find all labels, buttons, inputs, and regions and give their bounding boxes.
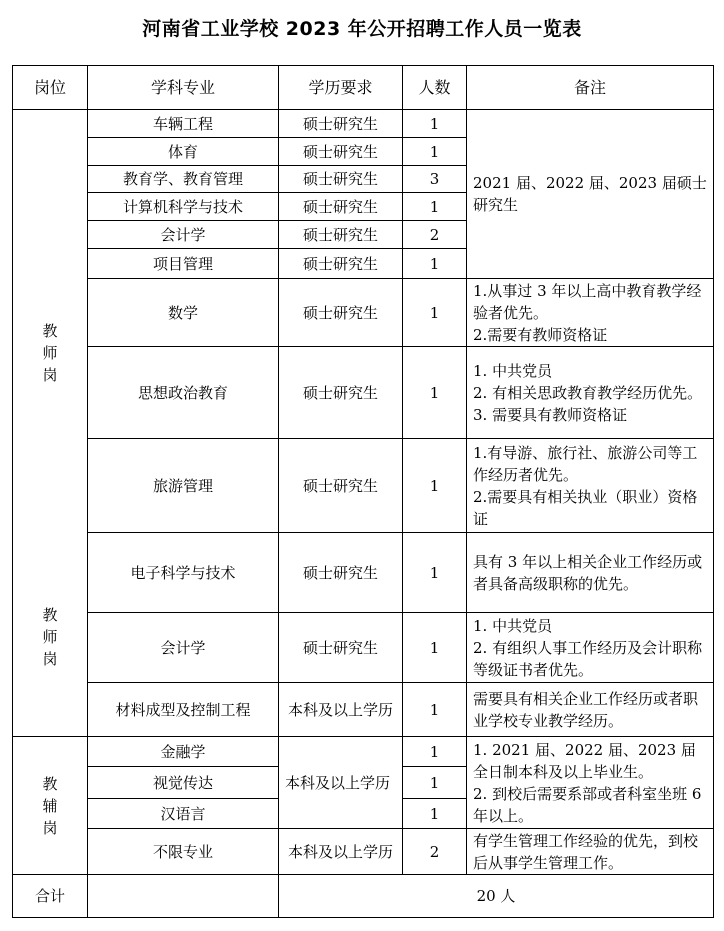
major-cell: 计算机科学与技术 [88,193,279,221]
major-cell: 电子科学与技术 [88,533,279,613]
major-cell: 体育 [88,138,279,166]
major-cell: 汉语言 [88,799,279,829]
note-line: 1.有导游、旅行社、旅游公司等工作经历者优先。 [473,443,698,484]
note-line: 1. 2021 届、2022 届、2023 届全日制本科及以上毕业生。 [473,740,696,781]
note-cell: 有学生管理工作经验的优先，到校后从事学生管理工作。 [467,829,714,875]
count-cell: 1 [403,613,467,683]
note-cell: 2021 届、2022 届、2023 届硕士研究生 [467,110,714,279]
major-cell: 会计学 [88,613,279,683]
education-cell: 本科及以上学历 [279,829,403,875]
education-cell: 硕士研究生 [279,166,403,193]
education-cell: 硕士研究生 [279,439,403,533]
count-cell: 2 [403,221,467,249]
note-cell [467,613,714,683]
count-cell: 1 [403,767,467,799]
header-count: 人数 [403,66,467,110]
header-post: 岗位 [13,66,88,110]
major-cell: 数学 [88,279,279,347]
total-row [13,875,714,918]
header-education: 学历要求 [279,66,403,110]
note-line: 2. 有相关思政教育教学经历优先。 [473,383,703,402]
major-cell: 不限专业 [88,829,279,875]
education-cell: 硕士研究生 [279,193,403,221]
education-cell: 本科及以上学历 [279,737,403,829]
group-teacher-label-repeat: 教 师 岗 [42,606,58,668]
education-cell: 硕士研究生 [279,110,403,138]
major-cell: 旅游管理 [88,439,279,533]
note-cell: 具有 3 年以上相关企业工作经历或者具备高级职称的优先。 [467,533,714,613]
note-line: 2.需要有教师资格证 [473,325,608,344]
header-major: 学科专业 [88,66,279,110]
total-label: 合计 [13,875,88,918]
table-row [13,613,714,683]
count-cell: 1 [403,439,467,533]
major-cell: 视觉传达 [88,767,279,799]
group-teacher-label: 教 师 岗 [42,322,58,384]
note-line: 3. 需要具有教师资格证 [473,405,628,424]
table-header-row [13,66,714,110]
note-cell [467,347,714,439]
count-cell: 1 [403,737,467,767]
note-line: 2.需要具有相关执业（职业）资格证 [473,487,698,528]
note-cell: 需要具有相关企业工作经历或者职业学校专业教学经历。 [467,683,714,737]
total-value: 20 人 [279,875,714,918]
major-cell: 项目管理 [88,249,279,279]
education-cell: 硕士研究生 [279,221,403,249]
major-cell: 材料成型及控制工程 [88,683,279,737]
count-cell: 3 [403,166,467,193]
major-cell: 教育学、教育管理 [88,166,279,193]
note-line: 2. 有组织人事工作经历及会计职称等级证书者优先。 [473,638,703,679]
count-cell: 1 [403,683,467,737]
note-cell [467,439,714,533]
note-line: 1.从事过 3 年以上高中教育教学经验者优先。 [473,281,702,322]
note-cell [467,279,714,347]
count-cell: 2 [403,829,467,875]
count-cell: 1 [403,138,467,166]
note-line: 1. 中共党员 [473,361,553,380]
major-cell: 思想政治教育 [88,347,279,439]
table-row [13,533,714,613]
group-assistant-label: 教 辅 岗 [42,774,58,837]
table-row [13,439,714,533]
education-cell: 硕士研究生 [279,279,403,347]
count-cell: 1 [403,279,467,347]
group-assistant-cell [13,737,88,875]
page-title: 河南省工业学校 2023 年公开招聘工作人员一览表 [142,18,582,40]
major-cell: 金融学 [88,737,279,767]
major-cell: 车辆工程 [88,110,279,138]
group-teacher-cell [13,110,88,737]
count-cell: 1 [403,347,467,439]
table-row [13,279,714,347]
education-cell: 硕士研究生 [279,533,403,613]
count-cell: 1 [403,249,467,279]
count-cell: 1 [403,193,467,221]
recruitment-table [12,65,714,918]
note-line: 1. 中共党员 [473,616,553,635]
table-row [13,829,714,875]
count-cell: 1 [403,533,467,613]
total-empty-cell [88,875,279,918]
note-cell [467,737,714,829]
table-row [13,737,714,767]
education-cell: 硕士研究生 [279,138,403,166]
major-cell: 会计学 [88,221,279,249]
education-cell: 硕士研究生 [279,613,403,683]
count-cell: 1 [403,110,467,138]
education-cell: 硕士研究生 [279,347,403,439]
table-row [13,110,714,138]
note-line: 2. 到校后需要系部或者科室坐班 6 年以上。 [473,784,702,825]
education-cell: 硕士研究生 [279,249,403,279]
table-row [13,347,714,439]
table-row [13,683,714,737]
education-cell: 本科及以上学历 [279,683,403,737]
header-note: 备注 [467,66,714,110]
count-cell: 1 [403,799,467,829]
